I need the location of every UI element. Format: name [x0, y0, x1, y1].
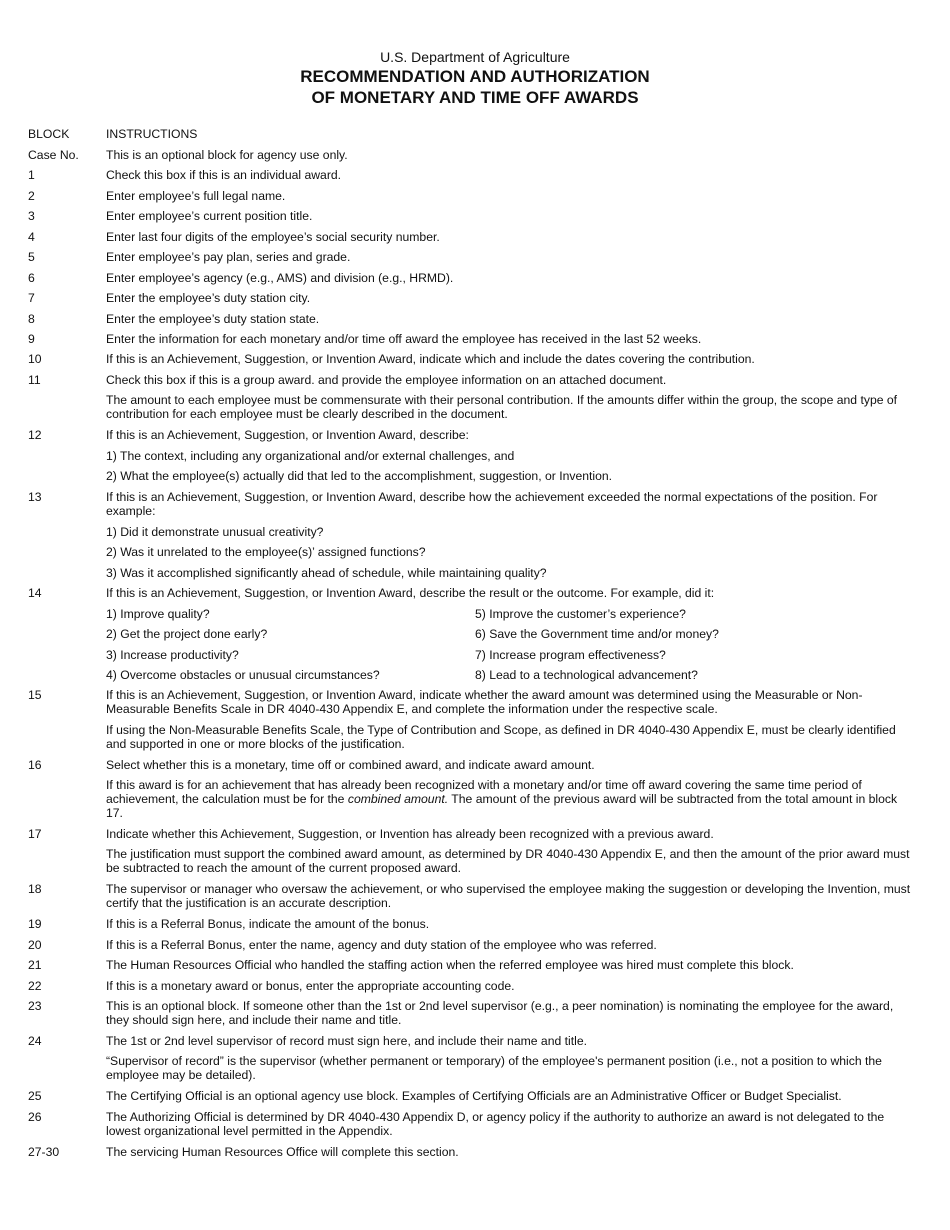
instruction-text: Select whether this is a monetary, time off or combined award, and indicate award amount. [106, 758, 595, 772]
block-number: 20 [28, 938, 42, 952]
block-number: 27-30 [28, 1145, 60, 1159]
block-number: 5 [28, 250, 35, 264]
agency-name: U.S. Department of Agriculture [380, 49, 570, 65]
list-item: 3) Increase productivity? [106, 648, 239, 662]
block-number: 15 [28, 688, 42, 702]
list-item: 8) Lead to a technological advancement? [475, 668, 698, 682]
instruction-text: Enter the employee’s duty station state. [106, 312, 320, 326]
text-part: If this award is for an achievement that has already been recognized with a monetary and/or time off award covering the same time period of achievement, the calculation must be for the [106, 778, 862, 807]
block-number: 13 [28, 490, 42, 504]
list-item: 4) Overcome obstacles or unusual circumstances? [106, 668, 380, 682]
instruction-text: 2) Was it unrelated to the employee(s)’ assigned functions? [106, 545, 426, 559]
instruction-text: The Authorizing Official is determined by DR 4040-430 Appendix D, or agency policy if the authority to authorize an award is not delegated to the lowest organizational level permitted in the Appendix. [106, 1110, 885, 1139]
block-number: 1 [28, 168, 35, 182]
instruction-text: Enter employee’s agency (e.g., AMS) and division (e.g., HRMD). [106, 271, 454, 285]
instruction-text: 1) The context, including any organizational and/or external challenges, and [106, 449, 515, 463]
block-number: 17 [28, 827, 42, 841]
block-number: 22 [28, 979, 42, 993]
instruction-text: The 1st or 2nd level supervisor of record must sign here, and include their name and title. [106, 1034, 587, 1048]
block-number: 25 [28, 1089, 42, 1103]
instruction-text: “Supervisor of record” is the supervisor (whether permanent or temporary) of the employee's permanent position (i.e., not a position to which the employee may be detailed). [106, 1054, 882, 1083]
block-number: 23 [28, 999, 42, 1013]
instruction-text: If this is an Achievement, Suggestion, or Invention Award, indicate which and include the dates covering the contribution. [106, 352, 755, 366]
block-number: 7 [28, 291, 35, 305]
instruction-text: If using the Non-Measurable Benefits Scale, the Type of Contribution and Scope, as defined in DR 4040-430 Appendix E, must be clearly identified and supported in one or more blocks of the justification. [106, 723, 896, 752]
instruction-text: This is an optional block for agency use only. [106, 148, 348, 162]
instruction-text: 3) Was it accomplished significantly ahead of schedule, while maintaining quality? [106, 566, 547, 580]
instruction-text: If this is an Achievement, Suggestion, or Invention Award, describe: [106, 428, 469, 442]
instruction-text: If this is an Achievement, Suggestion, or Invention Award, indicate whether the award amount was determined using the Measurable or Non-Measurable Benefits Scale in DR 4040-430 Appendix E, and complete the information under the respective scale. [106, 688, 863, 717]
instruction-text: Check this box if this is an individual award. [106, 168, 342, 182]
block-number: 24 [28, 1034, 42, 1048]
instruction-text: The amount to each employee must be commensurate with their personal contribution. If the amounts differ within the group, the scope and type of contribution for each employee must be clearly described in the document. [106, 393, 898, 422]
instruction-text [106, 778, 914, 821]
form-title-line-1: RECOMMENDATION AND AUTHORIZATION [300, 67, 650, 86]
instruction-text: Enter employee’s full legal name. [106, 189, 286, 203]
block-number: 6 [28, 271, 35, 285]
instruction-text: The Certifying Official is an optional agency use block. Examples of Certifying Officials are an Administrative Officer or Budget Specialist. [106, 1089, 842, 1103]
block-number: 11 [28, 373, 41, 387]
block-number: 9 [28, 332, 35, 346]
block-number: 10 [28, 352, 42, 366]
instruction-text: Enter employee’s pay plan, series and grade. [106, 250, 351, 264]
block-number: 19 [28, 917, 42, 931]
instruction-text: Enter employee’s current position title. [106, 209, 313, 223]
instruction-text: The justification must support the combined award amount, as determined by DR 4040-430 Appendix E, and then the amount of the prior award must be subtracted to reach the amount of the current proposed award. [106, 847, 910, 876]
instructions-column-header: INSTRUCTIONS [106, 127, 198, 141]
emphasis-text: combined amount. [347, 792, 449, 807]
instruction-text: If this is a monetary award or bonus, enter the appropriate accounting code. [106, 979, 515, 993]
instruction-text: Enter the employee’s duty station city. [106, 291, 311, 305]
block-number: 14 [28, 586, 42, 600]
block-number: 16 [28, 758, 42, 772]
list-item: 2) Get the project done early? [106, 627, 268, 641]
block-number: 26 [28, 1110, 42, 1124]
instruction-text: If this is an Achievement, Suggestion, or Invention Award, describe how the achievement exceeded the normal expectations of the position. For example: [106, 490, 878, 519]
block-column-header: BLOCK [28, 127, 70, 141]
block-number: 4 [28, 230, 35, 244]
list-item: 7) Increase program effectiveness? [475, 648, 666, 662]
instruction-text: The supervisor or manager who oversaw the achievement, or who supervised the employee making the suggestion or developing the Invention, must certify that the justification is an accurate description. [106, 882, 911, 911]
form-title-line-2: OF MONETARY AND TIME OFF AWARDS [311, 88, 639, 107]
instruction-text: If this is an Achievement, Suggestion, or Invention Award, describe the result or the outcome. For example, did it: [106, 586, 715, 600]
list-item: 5) Improve the customer’s experience? [475, 607, 686, 621]
block-number: 8 [28, 312, 35, 326]
instruction-text: Enter last four digits of the employee’s social security number. [106, 230, 440, 244]
block-number: 21 [28, 958, 42, 972]
list-item: 6) Save the Government time and/or money? [475, 627, 719, 641]
block-number: 2 [28, 189, 35, 203]
block-number: 3 [28, 209, 35, 223]
instruction-text: Check this box if this is a group award. and provide the employee information on an attached document. [106, 373, 667, 387]
block-number: Case No. [28, 148, 79, 162]
instruction-text: The Human Resources Official who handled the staffing action when the referred employee was hired must complete this block. [106, 958, 794, 972]
block-number: 12 [28, 428, 42, 442]
instruction-text: This is an optional block. If someone other than the 1st or 2nd level supervisor (e.g., a peer nomination) is nominating the employee for the award, they should sign here, and include their name and title. [106, 999, 894, 1028]
instruction-text: If this is a Referral Bonus, enter the name, agency and duty station of the employee who was referred. [106, 938, 657, 952]
instruction-text: If this is a Referral Bonus, indicate the amount of the bonus. [106, 917, 430, 931]
instruction-text: Enter the information for each monetary and/or time off award the employee has received in the last 52 weeks. [106, 332, 702, 346]
block-number: 18 [28, 882, 42, 896]
instruction-text: 1) Did it demonstrate unusual creativity? [106, 525, 324, 539]
instruction-text: Indicate whether this Achievement, Suggestion, or Invention has already been recognized with a previous award. [106, 827, 714, 841]
list-item: 1) Improve quality? [106, 607, 210, 621]
instruction-text: 2) What the employee(s) actually did that led to the accomplishment, suggestion, or Invention. [106, 469, 613, 483]
text-part: The amount of the previous award will be subtracted from the total amount in block 17. [106, 792, 898, 821]
instruction-text: The servicing Human Resources Office will complete this section. [106, 1145, 459, 1159]
